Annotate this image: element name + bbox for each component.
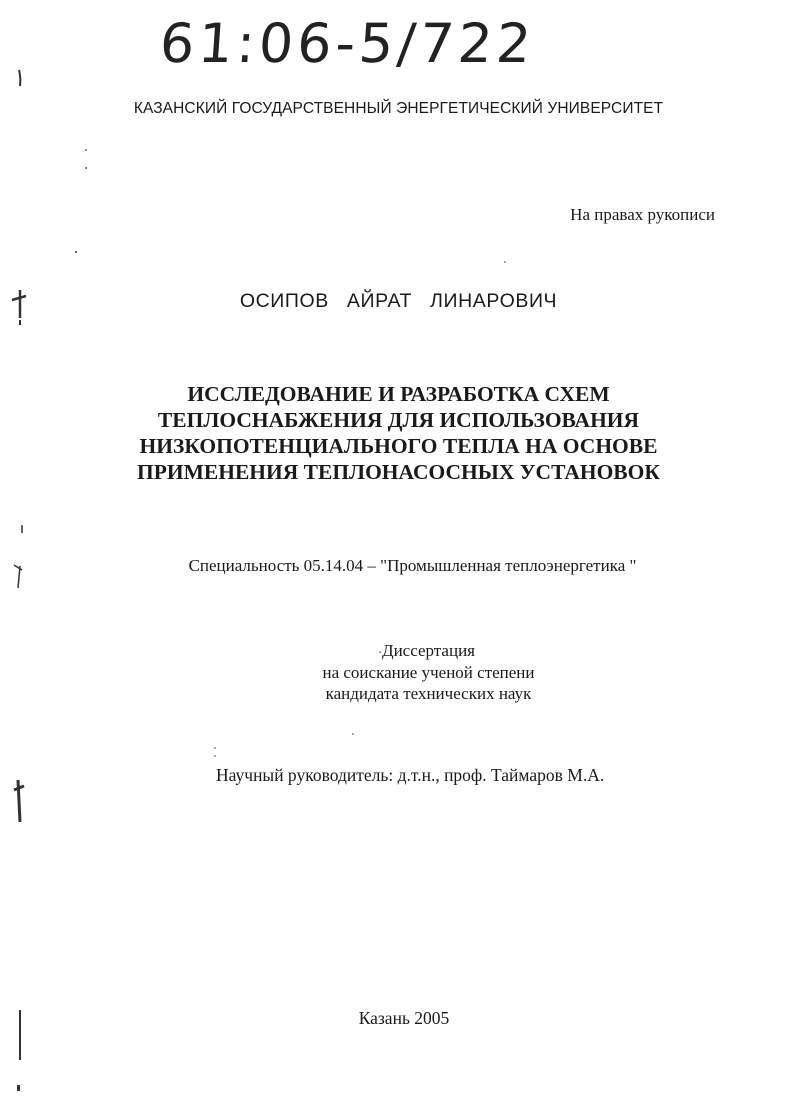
degree-line: Диссертация xyxy=(381,641,475,660)
title-line: ИССЛЕДОВАНИЕ И РАЗРАБОТКА СХЕМ xyxy=(187,382,610,406)
degree-line: на соискание ученой степени xyxy=(322,662,535,682)
scientific-advisor: Научный руководитель: д.т.н., проф. Таймаров М.А. xyxy=(216,765,605,785)
manuscript-rights-note: На правах рукописи xyxy=(570,205,715,224)
degree-statement xyxy=(0,640,797,705)
university-name: КАЗАНСКИЙ ГОСУДАРСТВЕННЫЙ ЭНЕРГЕТИЧЕСКИЙ УНИВЕРСИТЕТ xyxy=(133,100,664,117)
title-line: ПРИМЕНЕНИЯ ТЕПЛОНАСОСНЫХ УСТАНОВОК xyxy=(137,460,660,484)
degree-line: кандидата технических наук xyxy=(325,684,532,703)
author-name: ОСИПОВ АЙРАТ ЛИНАРОВИЧ xyxy=(239,290,558,312)
dissertation-title xyxy=(0,381,797,485)
title-line: ТЕПЛОСНАБЖЕНИЯ ДЛЯ ИСПОЛЬЗОВАНИЯ xyxy=(157,408,640,432)
specialty-line: Специальность 05.14.04 – "Промышленная теплоэнергетика " xyxy=(188,556,637,575)
title-line: НИЗКОПОТЕНЦИАЛЬНОГО ТЕПЛА НА ОСНОВЕ xyxy=(139,434,658,458)
city-and-year: Казань 2005 xyxy=(358,1008,450,1028)
handwritten-archive-code xyxy=(157,4,640,94)
archive-code-text: 61:06-5/722 xyxy=(157,12,537,75)
